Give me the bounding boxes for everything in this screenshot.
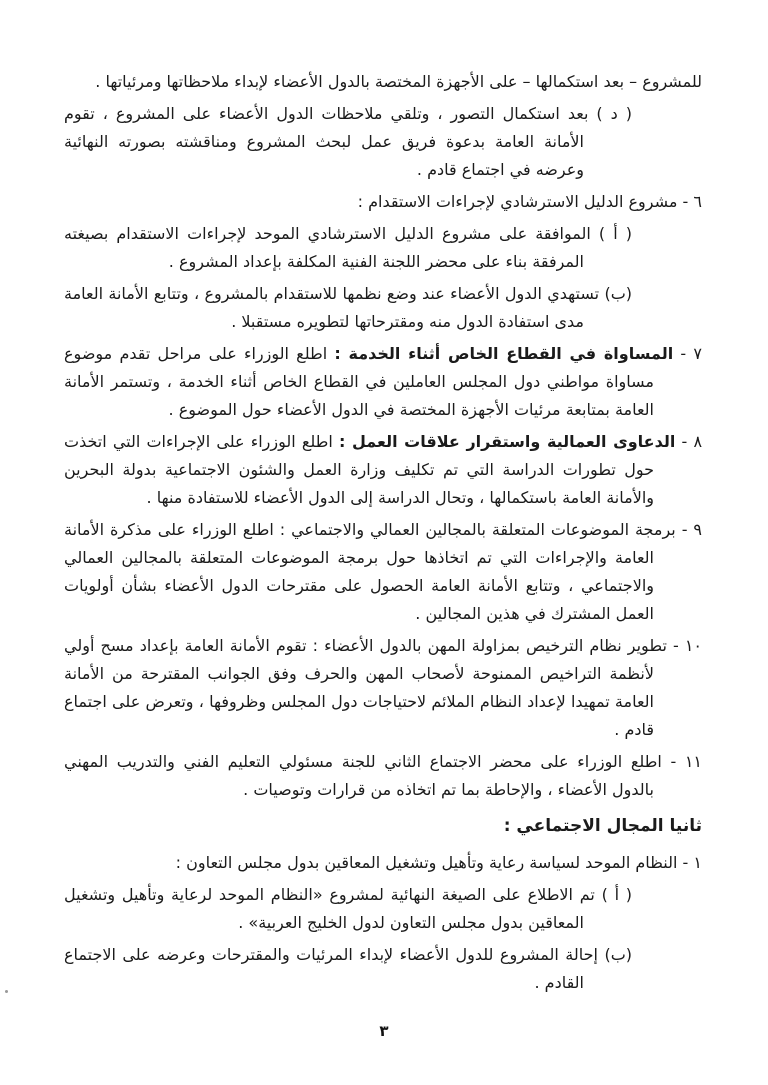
item-text: مشروع الدليل الاسترشادي لإجراءات الاستقدام : bbox=[357, 192, 678, 211]
numbered-item bbox=[64, 188, 702, 216]
numbered-item bbox=[64, 428, 702, 512]
section-heading bbox=[64, 812, 702, 840]
lettered-sub-item bbox=[64, 280, 702, 336]
item-marker: ١ - bbox=[682, 853, 702, 872]
item-text: الموافقة على مشروع الدليل الاسترشادي الموحد لإجراءات الاستقدام بصيغته المرفقة بناء على محضر اللجنة الفنية المكلفة بإعداد المشروع . bbox=[64, 224, 591, 271]
scan-speck bbox=[5, 990, 8, 993]
page-number: ٣ bbox=[379, 1022, 389, 1040]
item-text: اطلع الوزراء على محضر الاجتماع الثاني للجنة مسئولي التعليم الفني والتدريب المهني بالدول الأعضاء ، والإحاطة بما تم اتخاذه من قرارات وتوصيات . bbox=[64, 752, 662, 799]
item-title: المساواة في القطاع الخاص أثناء الخدمة : bbox=[334, 344, 674, 363]
item-marker: ( د ) bbox=[596, 104, 633, 123]
item-text: اطلع الوزراء على مراحل تقدم موضوع مساواة مواطني دول المجلس العاملين في القطاع الخاص أثناء الخدمة ، وتستمر الأمانة العامة بمتابعة مرئيات الأجهزة المختصة في الدول الأعضاء حول الموضوع . bbox=[64, 344, 654, 419]
numbered-item bbox=[64, 516, 702, 628]
numbered-item bbox=[64, 632, 702, 744]
heading-text: ثانيا المجال الاجتماعي : bbox=[503, 816, 702, 836]
lettered-sub-item bbox=[64, 881, 702, 937]
item-marker: ٦ - bbox=[682, 192, 702, 211]
item-text: اطلع الوزراء على الإجراءات التي اتخذت حول تطورات الدراسة التي تم تكليف وزارة العمل والشئون الاجتماعية بدولة البحرين والأمانة العامة باستكمالها ، وتحال الدراسة إلى الدول الأعضاء للاستفادة منها . bbox=[64, 432, 654, 507]
numbered-item bbox=[64, 340, 702, 424]
item-marker: ٩ - bbox=[681, 520, 703, 539]
item-text: تم الاطلاع على الصيغة النهائية لمشروع «النظام الموحد لرعاية وتأهيل وتشغيل المعاقين بدول مجلس التعاون لدول الخليج العربية» . bbox=[64, 885, 595, 932]
item-marker: (ب) bbox=[604, 945, 632, 964]
item-text: بعد استكمال التصور ، وتلقي ملاحظات الدول الأعضاء على المشروع ، تقوم الأمانة العامة بدعوة فريق عمل لبحث المشروع ومناقشته بصورته النهائية وعرضه في اجتماع قادم . bbox=[64, 104, 589, 179]
lettered-sub-item bbox=[64, 941, 702, 997]
numbered-item bbox=[64, 748, 702, 804]
lettered-sub-item bbox=[64, 100, 702, 184]
item-text: النظام الموحد لسياسة رعاية وتأهيل وتشغيل المعاقين بدول مجلس التعاون : bbox=[175, 853, 678, 872]
item-marker: ( أ ) bbox=[598, 224, 632, 243]
item-marker: ٧ - bbox=[680, 344, 703, 363]
item-text: إحالة المشروع للدول الأعضاء لإبداء المرئيات والمقترحات وعرضه على الاجتماع القادم . bbox=[64, 945, 598, 992]
item-marker: ١١ - bbox=[670, 752, 703, 771]
document-body bbox=[64, 68, 702, 1001]
item-marker: (ب) bbox=[604, 284, 633, 303]
item-marker: ( أ ) bbox=[601, 885, 633, 904]
item-title: الدعاوى العمالية واستقرار علاقات العمل : bbox=[339, 432, 676, 451]
item-text: تستهدي الدول الأعضاء عند وضع نظمها للاستقدام بالمشروع ، وتتابع الأمانة العامة مدى استفادة الدول منه ومقترحاتها لتطويره مستقبلا . bbox=[64, 284, 600, 331]
continuation-paragraph bbox=[64, 68, 702, 96]
item-marker: ٨ - bbox=[681, 432, 703, 451]
numbered-item bbox=[64, 849, 702, 877]
lettered-sub-item bbox=[64, 220, 702, 276]
item-text: برمجة الموضوعات المتعلقة بالمجالين العمالي والاجتماعي : اطلع الوزراء على مذكرة الأمانة العامة والإجراءات التي تم اتخاذها حول برمجة الموضوعات المتعلقة بالمجالين العمالي والاجتماعي ، وتتابع الأمانة العامة الحصول على مقترحات الدول الأعضاء بشأن أولويات العمل المشترك في هذين المجالين . bbox=[64, 520, 676, 623]
item-marker: ١٠ - bbox=[672, 636, 703, 655]
item-text: تطوير نظام الترخيص بمزاولة المهن بالدول الأعضاء : تقوم الأمانة العامة بإعداد مسح أولي لأنظمة التراخيص الممنوحة لأصحاب المهن والحرف وفق الجوانب المقترحة من الأمانة العامة تمهيدا لإعداد النظام الملائم لاحتياجات دول المجلس وظروفها ، وتعرض على اجتماع قادم . bbox=[64, 636, 667, 739]
item-text: للمشروع – بعد استكمالها – على الأجهزة المختصة بالدول الأعضاء لإبداء ملاحظاتها ومرئياتها . bbox=[95, 72, 702, 91]
